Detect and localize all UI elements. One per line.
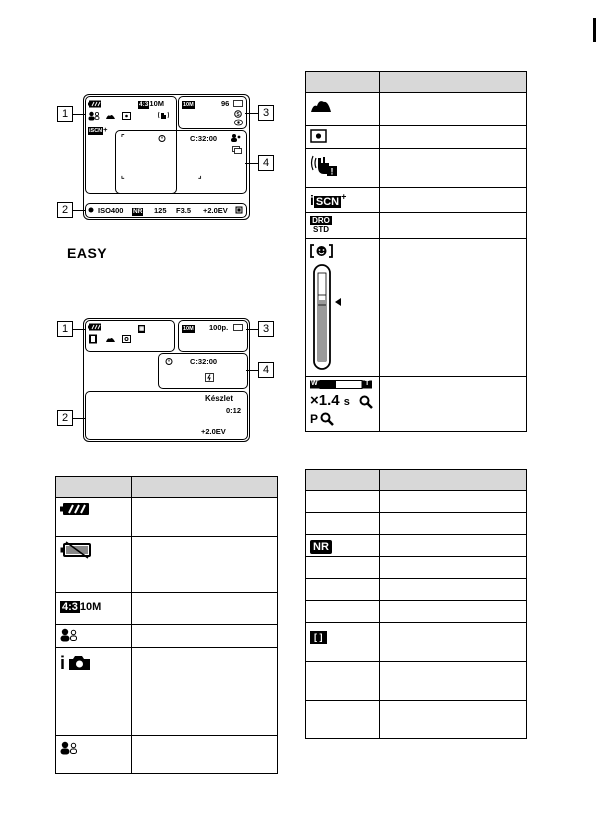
callout-3: 3 [258,105,274,121]
svg-text:i: i [60,653,66,672]
aspect-ratio-chip-icon: 4:3 [139,101,149,108]
table-row [56,648,278,736]
aspect-image-size-icon: 4:3 10M [62,601,102,613]
recording-time: C:32:00 [190,357,218,366]
iso-value: ISO400 [98,206,124,215]
battery-icon [88,100,102,108]
nr-icon: NR [310,540,332,554]
table-row [306,149,527,188]
focus-frame-icon [235,206,243,214]
callout-4: 4 [258,362,274,378]
precision-zoom-label: P [310,412,319,426]
iscn-plus-icon: i SCN + [310,191,347,208]
header-cell [306,72,380,93]
table-row [306,93,527,126]
table-row [306,623,527,662]
table-row [56,593,278,625]
easy-mode-label: EASY [67,245,108,261]
spot-metering-icon [310,129,328,143]
table-right-top [305,71,527,432]
callout-3: 3 [258,321,274,337]
self-timer-icon [158,134,167,143]
image-size-icon: ▦ [139,326,145,332]
header-cell [306,470,380,491]
image-size-indicator: 4:310M [139,99,164,108]
callout-1-line [73,114,85,115]
table-row [306,557,527,579]
table-row [306,377,527,432]
af-corner-bl: ⌞ [121,171,125,180]
af-corner-tl: ⌜ [121,133,125,142]
callout-2-line [73,418,85,419]
svg-text:!: ! [330,166,334,177]
header-cell [380,72,527,93]
recording-time: C:32:00 [190,134,218,143]
table-row [306,535,527,557]
quality-indicator: 10M [183,102,194,108]
magnifier-icon [320,412,334,426]
intelligent-auto-icon [60,652,94,672]
zoom-wide-label: W [311,380,318,387]
zoom-bar-icon [310,380,372,389]
clock-icon [234,110,242,118]
table-row [56,537,278,593]
iscn-indicator: iSCN+ [89,125,108,134]
eye-icon [234,119,243,126]
camera-shake-icon [158,110,169,121]
landscape-icon [105,113,116,120]
table-row [56,625,278,648]
self-timer-icon [165,357,174,366]
smile-shutter-icon [310,243,350,371]
table-right-bottom [305,469,527,739]
svg-text:S: S [236,112,240,118]
callout-2: 2 [57,202,73,218]
quality-indicator: 10M [183,326,194,332]
shutter-speed: 125 [154,206,167,215]
camera-shake-warning-icon [310,153,338,177]
table-row [306,701,527,739]
af-corner-br: ⌟ [198,171,202,180]
steady-shot-icon [122,335,131,343]
callout-4: 4 [258,155,274,171]
exposure-value: +2.0EV [203,206,228,215]
table-row [306,239,527,377]
dro-std-icon: DRO STD [310,216,332,234]
burst-icon [232,146,242,154]
table-left [55,476,278,774]
table-row [306,601,527,623]
header-cell [132,477,278,498]
battery-icon [88,323,102,331]
battery-empty-icon [60,541,92,559]
callout-4-line [245,163,258,164]
landscape-icon [105,336,116,343]
callout-3-line [246,329,258,330]
zoom-tele-label: T [365,380,370,387]
area-4-box [115,130,247,194]
exposure-value: +2.0EV [201,427,226,436]
callout-3-line [245,113,258,114]
table-row [56,498,278,537]
callout-1-line [73,329,85,330]
film-icon [88,334,98,344]
remaining-count: 100p. [209,323,229,332]
remaining-count: 96 [221,99,230,108]
flash-mode-icon [205,373,214,382]
elapsed-time: 0:12 [226,406,242,415]
aperture-value: F3.5 [176,206,192,215]
metering-icon [122,112,131,120]
table-row [306,579,527,601]
callout-2-line [73,210,85,211]
status-text: Készlet [205,394,234,403]
table-row [306,491,527,513]
callout-1: 1 [57,321,73,337]
memory-card-icon [233,100,243,107]
zoom-value: ×1.4 s [310,392,350,409]
face-detection-icon [88,111,100,121]
battery-full-icon [60,502,90,516]
face-detection-icon [60,628,78,642]
memory-card-icon [233,324,243,331]
table-row [306,188,527,213]
magnifier-icon [359,395,373,409]
header-cell [56,477,132,498]
callout-1: 1 [57,106,73,122]
face-priority-icon [230,133,242,143]
table-row [306,513,527,535]
table-row [306,126,527,149]
record-dot-icon [88,207,94,213]
nr-indicator: NR [133,208,143,215]
landscape-icon [310,99,332,113]
table-row [306,213,527,239]
zoom-scale-icon [310,380,374,428]
face-detection-icon [60,741,78,755]
table-row [306,662,527,701]
af-frame-icon: [ ] [310,631,327,644]
table-row [56,736,278,774]
callout-4-line [246,370,258,371]
callout-2: 2 [57,410,73,426]
header-cell [380,470,527,491]
